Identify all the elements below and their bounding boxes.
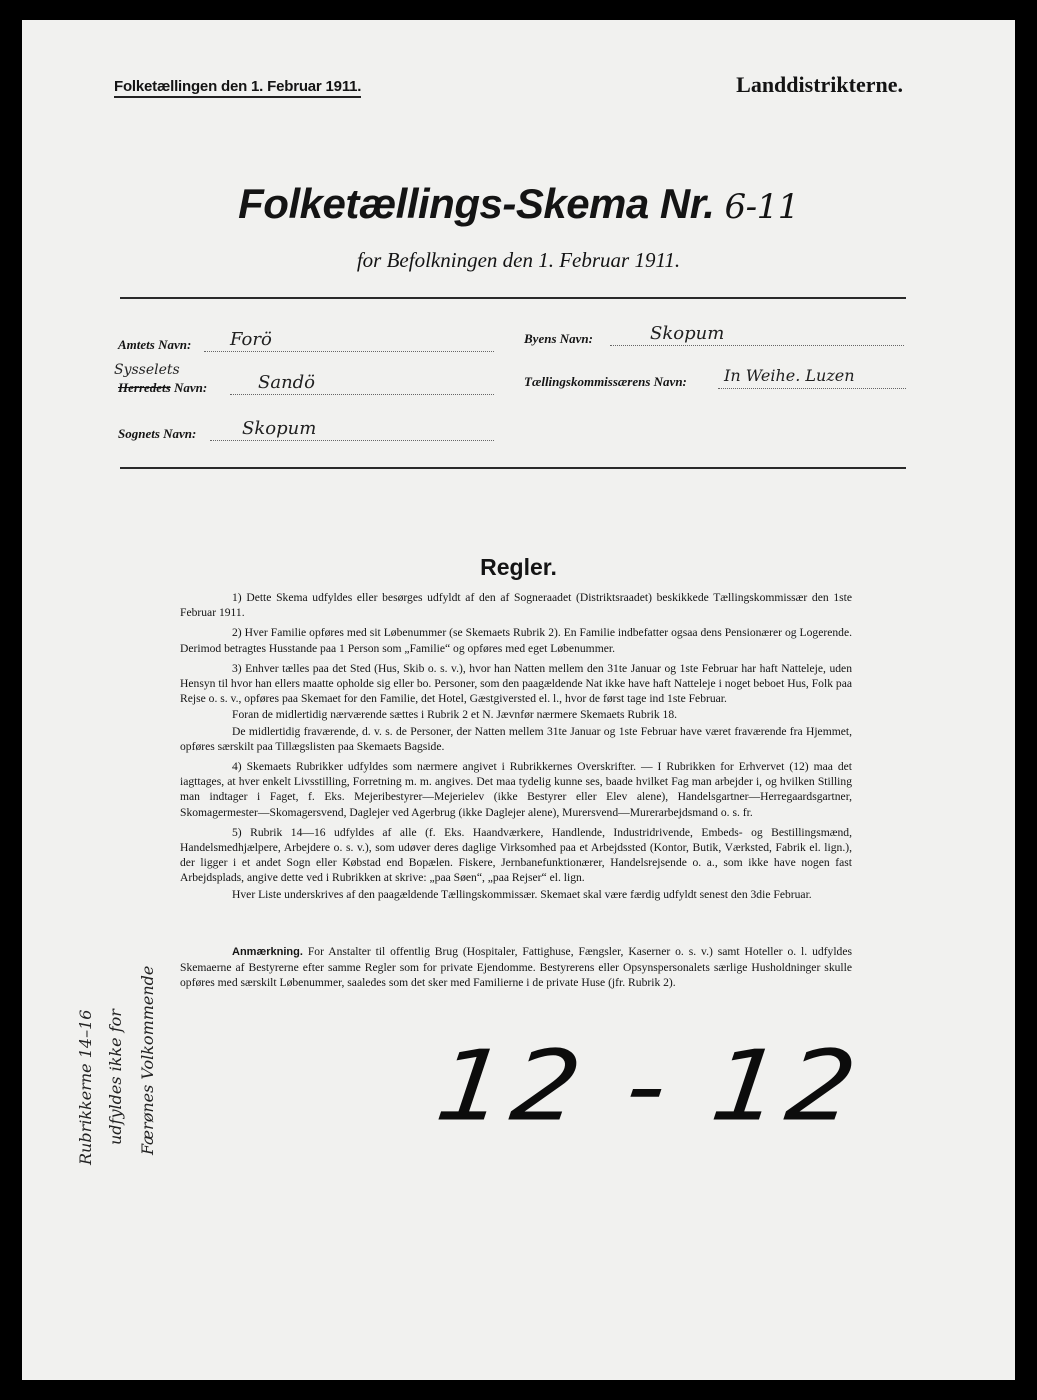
form-subtitle: for Befolkningen den 1. Februar 1911. — [356, 248, 681, 272]
amt-value: Forö — [230, 329, 272, 350]
rule-paragraph-5: 5) Rubrik 14—16 udfyldes af alle (f. Eks. Haandværkere, Handlende, Industridrivende, Embeds- og Bestillingsmænd, Handelsmedhjælpere, Arbejdere o. s. v.), som udøver deres daglige Virksomhed paa et Arbejdssted (Kontor, Butik, Værksted, Fabrik el. lign.), der ligger i et andet Sogn eller Købstad end Bopælen. Fiskere, Jernbanefunktionærer, Handelsrejsende o. a., som ikke have nogen fast Arbejdsplads, angive dette ved i Rubrikken at skrive: „paa Søen“, „paa Rejser“ el. lign. — [180, 825, 852, 885]
margin-note-line-1: Rubrikkerne 14–16 — [76, 1009, 95, 1165]
rule-paragraph-3: 3) Enhver tælles paa det Sted (Hus, Skib o. s. v.), hvor han Natten mellem den 31te Januar og 1ste Februar har haft Natteleje, uden Hensyn til hvor han ellers maatte opholde sig eller bo. Personer, som den paagældende Nat ikke have haft Natteleje i noget beboet Hus, Folk paa Rejse o. s. v., opføres paa Skemaet for den Familie, det Hotel, Gæstgiversted el. l., hvor de først tage ind 1ste Februar. — [180, 661, 852, 706]
rule-paragraph-5b: Hver Liste underskrives af den paagældende Tællingskommissær. Skemaet skal være færdig udfyldt senest den 3die Februar. — [232, 887, 812, 901]
rule-paragraph-2: 2) Hver Familie opføres med sit Løbenummer (se Skemaets Rubrik 2). En Familie indbefatter ogsaa dens Pensionærer og Logerende. Derimod betragtes Husstande paa 1 Person som „Familie“ og opføres med eget Løbenummer. — [180, 626, 852, 655]
byens-dotted-line — [610, 345, 904, 346]
bleed-through-mark — [60, 82, 70, 117]
herred-label: Navn: — [173, 380, 208, 395]
field-byens — [524, 323, 725, 347]
sogn-label: Sognets Navn: — [118, 426, 197, 441]
district-type-label: Landdistrikterne. — [736, 72, 903, 97]
herred-dotted-line — [230, 394, 494, 395]
margin-note-line-2: udfyldes ikke for — [106, 1009, 125, 1145]
census-date-label: Folketællingen den 1. Februar 1911. — [114, 78, 361, 98]
kommissaer-label: Tællingskommissærens Navn: — [524, 374, 687, 389]
herred-handwritten-correction: Sysselets — [114, 362, 180, 378]
rule-paragraph-3b: Foran de midlertidig nærværende sættes i Rubrik 2 et N. Jævnfør nærmere Skemaets Rubrik 18. — [232, 708, 678, 722]
rule-paragraph-4: 4) Skemaets Rubrikker udfyldes som nærmere angivet i Rubrikkernes Overskrifter. — I Rubrikken for Erhvervet (12) maa det iagttages, at hver enkelt Livsstilling, Forretning m. m. angives. Det maa tydelig kunne ses, baade hvilket Fag man arbejder i, og hvilken Stilling man indtager i Faget, f. Eks. Mejeribestyrer—Mejerielev (ikke Bestyrer eller Elev alene), Handelsgartner—Herregaardsgartner, Skomagermester—Skomagersvend, Daglejer ved Agerbrug (ikke Daglejer alene), Murersvend—Murerarbejdsmand o. s. fr. — [180, 760, 852, 819]
form-number-handwritten: 6-11 — [724, 187, 799, 227]
note-label: Anmærkning. — [232, 945, 303, 958]
divider-top — [120, 297, 906, 299]
kommissaer-dotted-line — [718, 388, 906, 389]
kommissaer-value: In Weihe. Luzen — [724, 366, 855, 385]
form-title — [22, 180, 1015, 228]
rules-heading: Regler. — [480, 554, 557, 580]
field-herred — [118, 372, 316, 396]
sogn-dotted-line — [210, 440, 494, 441]
byens-value: Skopum — [650, 323, 725, 344]
byens-label: Byens Navn: — [524, 331, 593, 346]
amt-dotted-line — [204, 351, 494, 352]
herred-label-struck: Herredets — [118, 380, 171, 395]
divider-bottom — [120, 467, 906, 469]
rule-paragraph-1: 1) Dette Skema udfyldes eller besørges udfyldt af den af Sogneraadet (Distriktsraadet) beskikkede Tællingskommissær den 1ste Februar 1911. — [180, 591, 852, 620]
herred-value: Sandö — [258, 372, 316, 393]
field-kommissaer — [524, 366, 855, 390]
rule-paragraph-3c: De midlertidig fraværende, d. v. s. de Personer, der Natten mellem 31te Januar og 1ste Februar have været fraværende fra Hjemmet, opføres særskilt paa Tillægslisten paa Skemaets Bagside. — [180, 724, 852, 753]
handwritten-total: 12 - 12 — [430, 1030, 869, 1143]
sogn-value: Skopum — [242, 418, 317, 439]
note-text: For Anstalter til offentlig Brug (Hospitaler, Fattighuse, Fængsler, Kaserner o. s. v.) samt Hoteller o. l. udfyldes Skemaerne af Bestyrerne efter samme Regler som for private Ejendomme. Bestyrerens eller Opsynspersonalets særlige Husholdninger skulle opføres med særskilt Løbenummer, saaledes som det sker med Familierne i de private Huse (jfr. Rubrik 2). — [180, 944, 853, 990]
margin-note-line-3: Færønes Volkommende — [138, 965, 157, 1155]
rules-body — [180, 590, 852, 995]
field-sogn — [118, 418, 317, 442]
census-form-page — [22, 20, 1015, 1380]
form-title-text: Folketællings-Skema Nr. — [238, 180, 715, 227]
field-amt — [118, 329, 272, 353]
note-paragraph — [180, 944, 852, 991]
amt-label: Amtets Navn: — [118, 337, 192, 352]
